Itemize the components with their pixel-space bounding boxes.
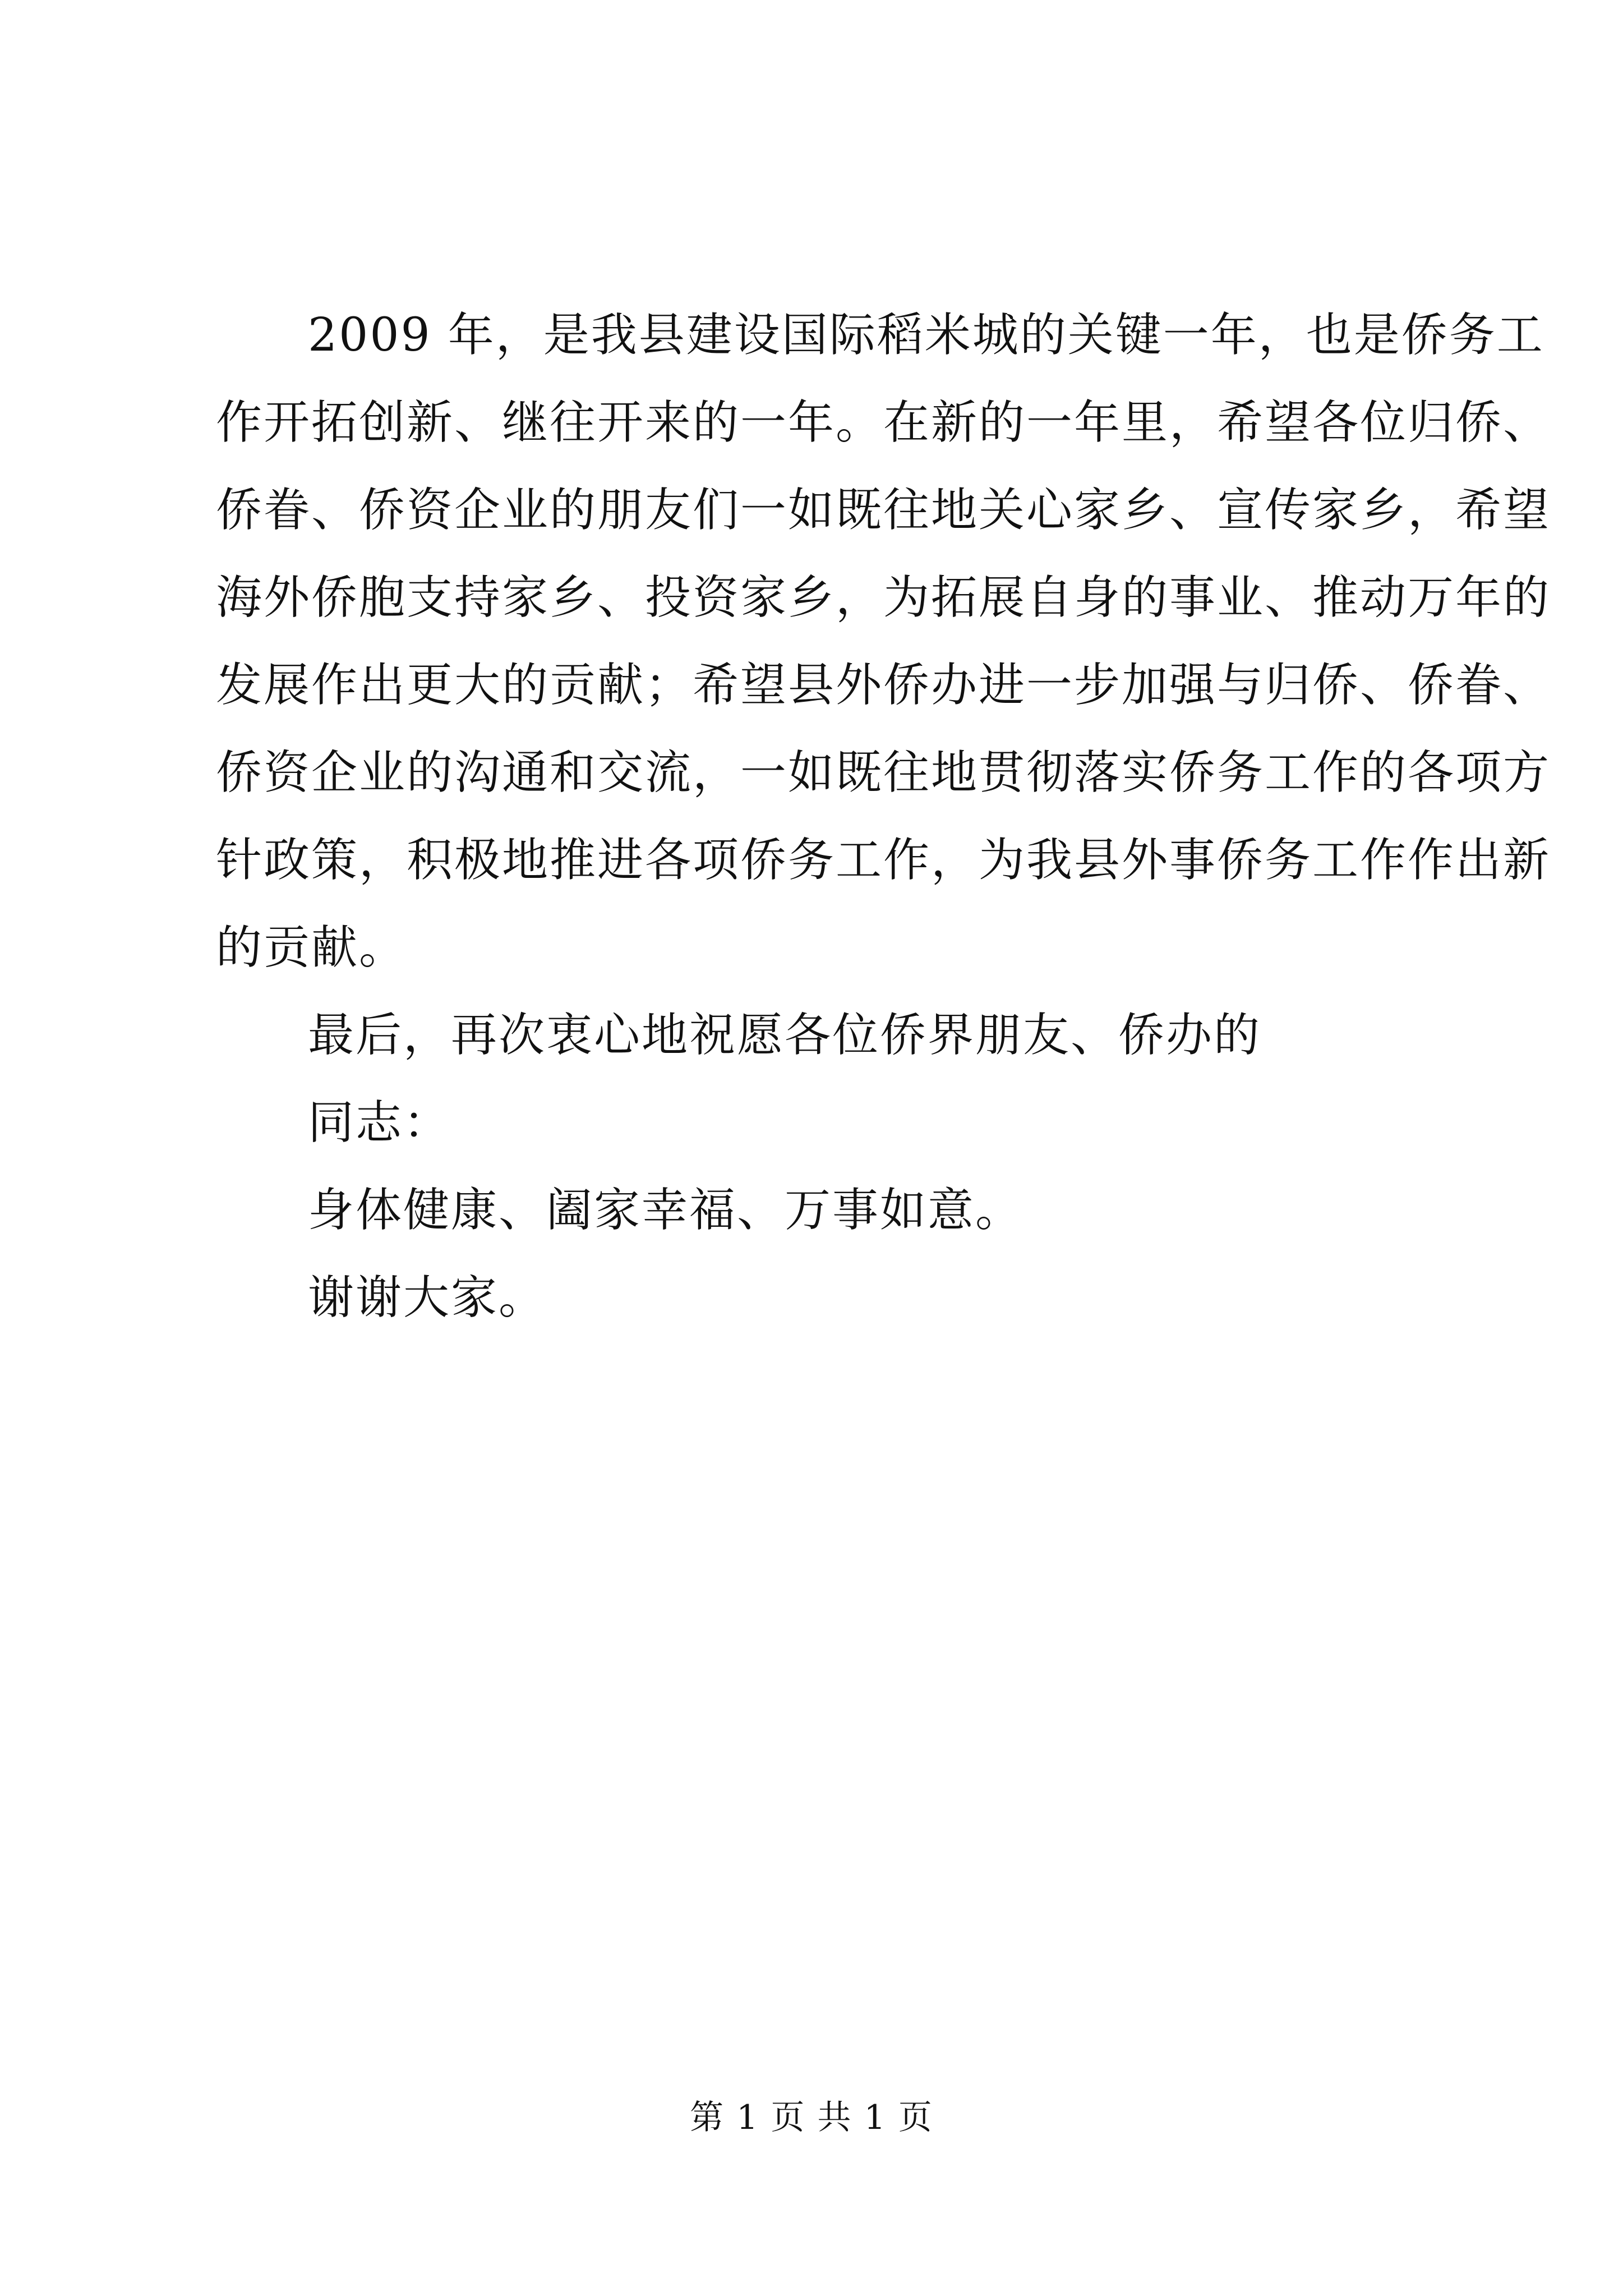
closing-wish-line: 最后，再次衷心地祝愿各位侨界朋友、侨办的 xyxy=(308,1009,1262,1062)
paragraph-line: 海外侨胞支持家乡、投资家乡，为拓展自身的事业、推动万年的 xyxy=(216,571,1551,624)
page-number-label: 第 1 页 共 1 页 xyxy=(690,2098,933,2137)
page-footer xyxy=(0,2095,1623,2140)
paragraph-line: 侨眷、侨资企业的朋友们一如既往地关心家乡、宣传家乡，希望 xyxy=(216,484,1551,537)
closing-blessing-line: 身体健康、阖家幸福、万事如意。 xyxy=(308,1184,1023,1237)
paragraph-line: 的贡献。 xyxy=(216,921,407,974)
paragraph-line: 发展作出更大的贡献；希望县外侨办进一步加强与归侨、侨眷、 xyxy=(216,659,1551,712)
closing-address-line: 同志： xyxy=(308,1096,451,1149)
paragraph-line: 针政策，积极地推进各项侨务工作，为我县外事侨务工作作出新 xyxy=(216,834,1551,887)
paragraph-line: 作开拓创新、继往开来的一年。在新的一年里，希望各位归侨、 xyxy=(216,396,1551,449)
paragraph-line: 2009 年，是我县建设国际稻米城的关键一年，也是侨务工 xyxy=(308,309,1544,362)
document-body xyxy=(216,292,1551,1342)
closing-thanks-line: 谢谢大家。 xyxy=(308,1271,547,1324)
paragraph-line: 侨资企业的沟通和交流，一如既往地贯彻落实侨务工作的各项方 xyxy=(216,746,1551,799)
